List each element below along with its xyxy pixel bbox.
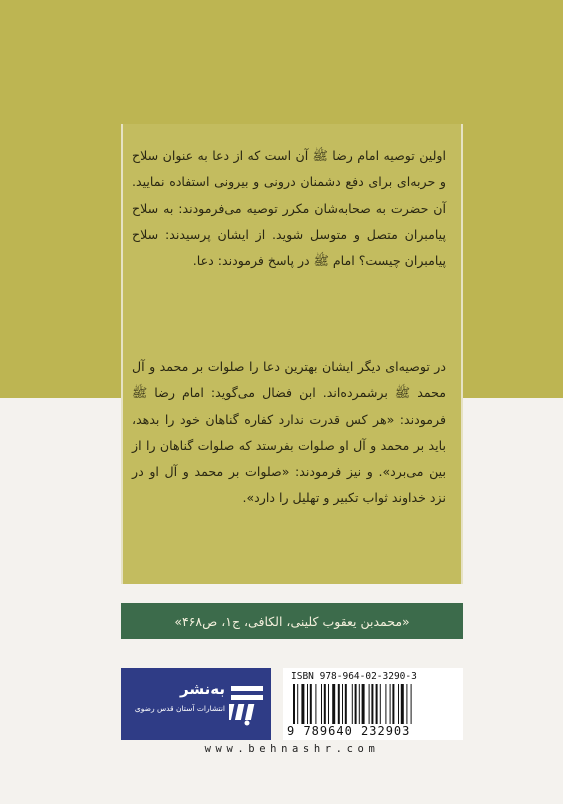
publisher-logo: [121, 668, 271, 740]
paragraph-2: در توصیه‌ای دیگر ایشان بهترین دعا را صلوات بر محمد و آل محمد ﷺ برشمرده‌اند. ابن فضال می‌گوید: امام رضا ﷺ فرمودند: «هر کس قدرت ندارد کفاره گناهان خود را بدهد، باید بر محمد و آل او صلوات بفرستد که صلوات گناهان را از بین می‌برد». و نیز فرمودند: «صلوات بر محمد و آل او در نزد خداوند ثواب تکبیر و تهلیل را دارد».: [132, 359, 446, 506]
isbn-number: ISBN 978-964-02-3290-3: [291, 671, 417, 682]
behnashr-logo-icon: [229, 682, 265, 726]
barcode-bars: [293, 684, 453, 724]
citation-text: «محمدبن یعقوب کلینی، الکافی، ج۱، ص۴۶۸»: [174, 613, 410, 629]
publisher-website: www.behnashr.com: [204, 743, 380, 755]
citation-bar: [121, 603, 463, 639]
publisher-name: به‌نشر: [180, 680, 225, 698]
barcode-box: [283, 668, 463, 740]
barcode-digits: 9 789640 232903: [287, 724, 411, 738]
bottom-row: [121, 668, 463, 740]
text-box: [121, 124, 463, 584]
paragraph-1: اولین توصیه امام رضا ﷺ آن است که از دعا به عنوان سلاح و حربه‌ای برای دفع دشمنان درونی و بیرونی استفاده نمایید. آن حضرت به صحابه‌شان مکرر توصیه می‌فرمودند: به سلاح پیامبران متصل و متوسل شوید. از ایشان پرسیدند: سلاح پیامبران چیست؟ امام ﷺ در پاسخ فرمودند: دعا.: [132, 148, 446, 269]
publisher-subtitle: انتشارات آستان قدس رضوی: [134, 704, 225, 713]
